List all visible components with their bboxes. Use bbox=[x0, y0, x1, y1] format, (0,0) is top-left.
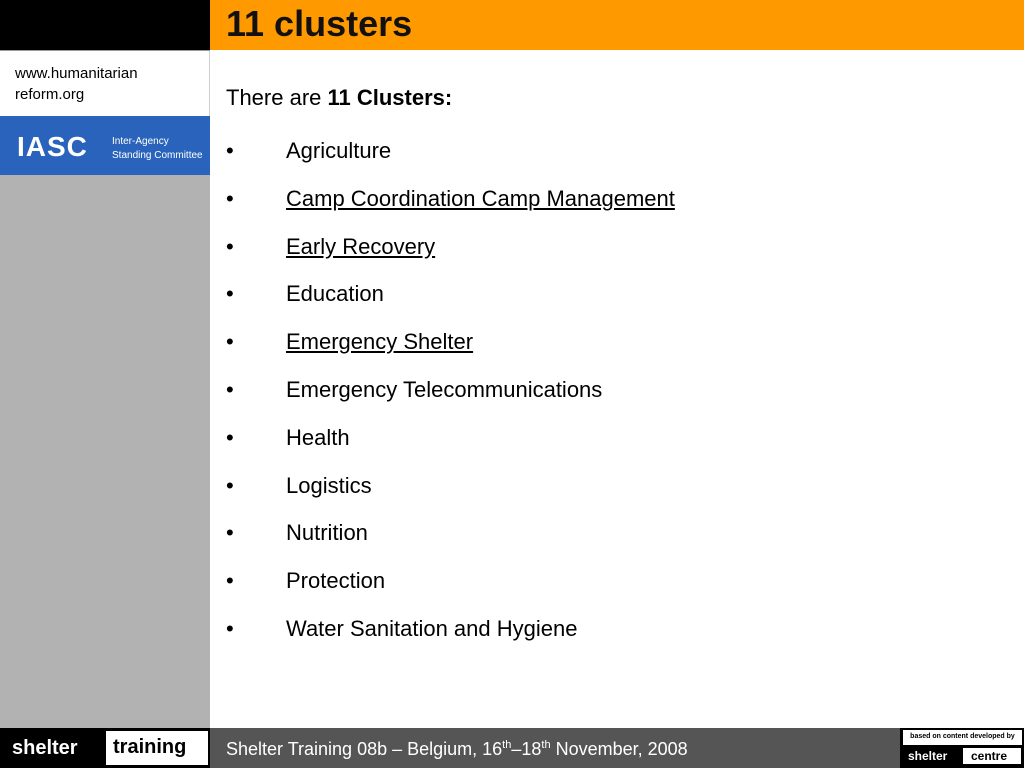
cluster-label: Health bbox=[286, 424, 350, 450]
iasc-tagline-line-2: Standing Committee bbox=[112, 150, 203, 161]
iasc-logo: IASC bbox=[17, 131, 88, 162]
website-url[interactable] bbox=[15, 63, 200, 105]
cluster-item bbox=[226, 473, 1006, 521]
iasc-tagline-line-1: Inter-Agency bbox=[112, 136, 169, 147]
bullet-icon: • bbox=[226, 568, 234, 594]
bullet-icon: • bbox=[226, 472, 234, 498]
cluster-label: Protection bbox=[286, 568, 386, 594]
cluster-label: Nutrition bbox=[286, 520, 368, 546]
cluster-link[interactable]: Early Recovery bbox=[286, 233, 436, 259]
cluster-item bbox=[226, 377, 1006, 425]
credit-label: based on content developed by bbox=[910, 733, 1015, 740]
credit-centre: centre bbox=[971, 749, 1008, 763]
footer-brand-training: training bbox=[113, 736, 187, 758]
bullet-icon: • bbox=[226, 424, 234, 450]
cluster-label: Education bbox=[286, 281, 384, 307]
website-box[interactable] bbox=[0, 51, 210, 116]
footer-event-text bbox=[226, 737, 688, 761]
bullet-icon: • bbox=[226, 615, 234, 641]
bullet-icon: • bbox=[226, 138, 234, 163]
bullet-icon: • bbox=[226, 233, 234, 259]
bullet-icon: • bbox=[226, 185, 234, 211]
cluster-item bbox=[226, 425, 1006, 473]
event-sup-2: th bbox=[541, 739, 551, 751]
cluster-item[interactable] bbox=[226, 234, 1006, 282]
bullet-icon: • bbox=[226, 329, 234, 355]
intro-text bbox=[226, 80, 1006, 116]
intro-prefix: There are bbox=[226, 85, 328, 110]
bullet-icon: • bbox=[226, 520, 234, 546]
cluster-item bbox=[226, 281, 1006, 329]
cluster-item bbox=[226, 138, 1006, 186]
event-text-part-2: –18 bbox=[511, 739, 542, 759]
credit-shelter: shelter bbox=[908, 749, 948, 763]
cluster-item[interactable] bbox=[226, 329, 1006, 377]
event-text-part-1: Shelter Training 08b – Belgium, 16 bbox=[226, 739, 503, 759]
cluster-label: Emergency Telecommunications bbox=[286, 376, 603, 402]
cluster-list bbox=[226, 138, 1006, 664]
website-url-line-1: www.humanitarian bbox=[15, 65, 138, 82]
grey-sidebar-panel bbox=[0, 175, 210, 728]
cluster-item bbox=[226, 568, 1006, 616]
cluster-link[interactable]: Camp Coordination Camp Management bbox=[286, 185, 675, 211]
iasc-tagline bbox=[112, 135, 207, 163]
cluster-label: Water Sanitation and Hygiene bbox=[286, 615, 578, 641]
bullet-icon: • bbox=[226, 376, 234, 402]
event-text-part-3: November, 2008 bbox=[550, 739, 688, 759]
cluster-label: Logistics bbox=[286, 472, 372, 498]
intro-bold: 11 Clusters: bbox=[327, 85, 453, 110]
bullet-icon: • bbox=[226, 281, 234, 307]
cluster-label: Agriculture bbox=[286, 138, 392, 163]
cluster-item bbox=[226, 520, 1006, 568]
cluster-item bbox=[226, 616, 1006, 664]
cluster-item[interactable] bbox=[226, 186, 1006, 234]
cluster-link[interactable]: Emergency Shelter bbox=[286, 329, 474, 355]
top-left-block bbox=[0, 0, 210, 50]
website-url-line-2: reform.org bbox=[15, 86, 85, 103]
slide-content bbox=[226, 80, 1006, 664]
slide-title: 11 clusters bbox=[226, 3, 413, 44]
footer-brand-shelter: shelter bbox=[12, 737, 78, 759]
event-sup-1: th bbox=[502, 739, 512, 751]
